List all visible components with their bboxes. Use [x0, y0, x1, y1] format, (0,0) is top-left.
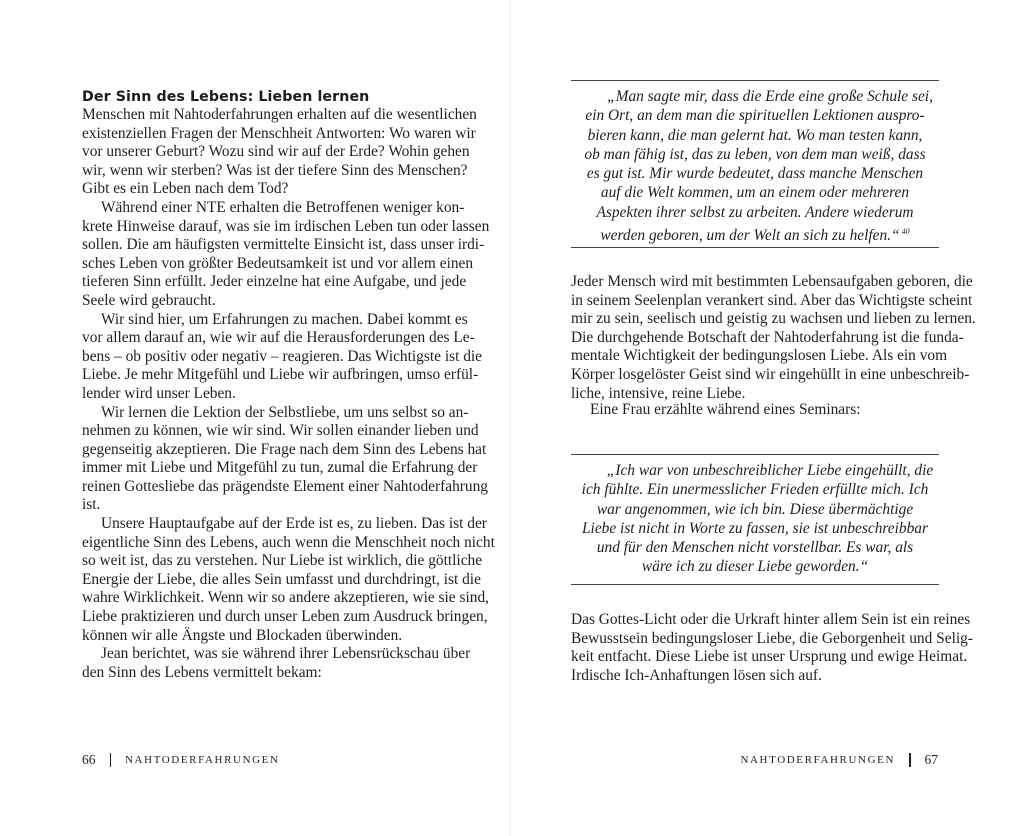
text-line: Eine Frau erzählte während eines Seminars:	[590, 401, 861, 418]
page-number: 67	[924, 752, 938, 767]
text-line: Seele wird gebraucht.	[82, 291, 216, 309]
text-line: können wir alle Ängste und Blockaden überwinden.	[82, 626, 403, 644]
text-line: Wir sind hier, um Erfahrungen zu machen. Dabei kommt es	[101, 310, 468, 328]
left-footer	[82, 752, 280, 768]
footer-separator	[110, 753, 112, 767]
right-paragraph-1	[571, 273, 976, 403]
text-line: ist.	[82, 496, 101, 514]
running-title: NAHTODERFAHRUNGEN	[125, 754, 280, 766]
text-line: Liebe. Je mehr Mitgefühl und Liebe wir aufbringen, umso erfül-	[82, 366, 479, 384]
text-line: Das Gottes-Licht oder die Urkraft hinter allem Sein ist ein reines	[571, 611, 971, 628]
text-line: krete Hinweise darauf, was sie im irdischen Leben tun oder lassen	[82, 217, 490, 235]
text-line: Jeder Mensch wird mit bestimmten Lebensaufgaben geboren, die	[571, 273, 973, 290]
text-line: nehmen zu können, wie wir sind. Wir sollen einander lieben und	[82, 422, 479, 440]
text-line: Irdische Ich-Anhaftungen lösen sich auf.	[571, 666, 822, 684]
right-footer	[740, 752, 938, 768]
right-paragraph-3	[571, 611, 973, 685]
footnote-reference[interactable]: 40	[901, 227, 910, 237]
text-line: Die durchgehende Botschaft der Nahtoderfahrung ist die funda-	[571, 328, 964, 346]
text-line: mentale Wichtigkeit der bedingungslosen Liebe. Als ein vom	[571, 347, 948, 365]
block-quote-1	[571, 80, 939, 248]
left-body-text	[82, 106, 495, 682]
quote-text: werden geboren, um der Welt an sich zu helfen.“	[600, 227, 900, 245]
quote-line: ich fühlte. Ein unermesslicher Frieden erfüllte mich. Ich	[581, 481, 929, 499]
block-quote-2	[571, 454, 939, 585]
text-line: gegenseitig akzeptieren. Die Frage nach dem Sinn des Lebens hat	[82, 440, 487, 458]
text-line: vor allem darauf an, wie wir auf die Herausforderungen des Le-	[82, 329, 475, 347]
text-line: reinen Gottesliebe das prägendste Element einer Nahtoderfahrung	[82, 477, 488, 495]
text-line: Energie der Liebe, die alles Sein umfasst und durchdringt, ist die	[82, 570, 481, 588]
text-line: immer mit Liebe und Mitgefühl zu tun, zumal die Erfahrung der	[82, 459, 478, 477]
text-line: sches Leben von größter Bedeutsamkeit ist und vor allem einen	[82, 254, 474, 272]
text-line: in seinem Seelenplan verankert sind. Aber das Wichtigste scheint	[571, 291, 973, 309]
text-line: Wir lernen die Lektion der Selbstliebe, um uns selbst so an-	[101, 403, 469, 421]
footer-separator	[909, 753, 911, 767]
text-line: Während einer NTE erhalten die Betroffenen weniger kon-	[101, 198, 465, 216]
text-line: Jean berichtet, was sie während ihrer Lebensrückschau über	[101, 645, 471, 663]
quote-line: es gut ist. Mir wurde bedeutet, dass manche Menschen	[586, 165, 924, 183]
quote-line: wäre ich zu dieser Liebe geworden.“	[641, 558, 869, 576]
text-line: existenziellen Fragen der Menschheit Antworten: Wo waren wir	[82, 124, 476, 142]
text-line: bens – ob positiv oder negativ – reagieren. Das Wichtigste ist die	[82, 347, 483, 365]
section-heading: Der Sinn des Lebens: Lieben lernen	[82, 89, 370, 105]
text-line: Bewusstsein bedingungsloser Liebe, die Geborgenheit und Selig-	[571, 629, 973, 647]
text-line: liche, intensive, reine Liebe.	[571, 384, 746, 402]
quote-line: bieren kann, die man gelernt hat. Wo man testen kann,	[587, 126, 923, 144]
quote-line: auf die Welt kommen, um an einem oder mehreren	[600, 184, 910, 202]
text-line: Liebe praktizieren und durch unser Leben zum Ausdruck bringen,	[82, 608, 488, 626]
text-line: eigentliche Sinn des Lebens, auch wenn die Menschheit noch nicht	[82, 533, 495, 551]
quote-line: Aspekten ihrer selbst zu arbeiten. Andere wiederum	[596, 203, 914, 221]
right-paragraph-2	[571, 401, 939, 420]
quote-line: und für den Menschen nicht vorstellbar. Es war, als	[596, 539, 914, 557]
running-title: NAHTODERFAHRUNGEN	[740, 754, 895, 766]
text-line: lender wird unser Leben.	[82, 384, 236, 402]
text-line: Menschen mit Nahtoderfahrungen erhalten auf die wesentlichen	[82, 106, 477, 123]
text-line: vor unserer Geburt? Wozu sind wir auf der Erde? Wohin gehen	[82, 143, 470, 161]
text-line: tieferen Sinn erfüllt. Jeder einzelne hat eine Aufgabe, und jede	[82, 273, 467, 291]
quote-line: war angenommen, wie ich bin. Diese übermächtige	[596, 500, 914, 518]
quote-line: ein Ort, an dem man die spirituellen Lektionen auspro-	[585, 107, 925, 125]
text-line: mir zu sein, seelisch und geistig zu wachsen und lieben zu lernen.	[571, 310, 976, 328]
text-line: Unsere Hauptaufgabe auf der Erde ist es, zu lieben. Das ist der	[101, 515, 487, 533]
quote-line: „Ich war von unbeschreiblicher Liebe eingehüllt, die	[606, 462, 934, 479]
text-line: wahre Wirklichkeit. Wenn wir so andere akzeptieren, wie sie sind,	[82, 589, 489, 607]
text-line: sollen. Die am häufigsten vermittelte Einsicht ist, dass unser irdi-	[82, 236, 485, 254]
text-line: Körper losgelöster Geist sind wir eingehüllt in eine unbeschreib-	[571, 365, 970, 383]
quote-line: Liebe ist nicht in Worte zu fassen, sie ist unbeschreibbar	[582, 519, 928, 537]
quote-line: „Man sagte mir, dass die Erde eine große Schule sei,	[607, 88, 933, 105]
quote-line: ob man fähig ist, das zu leben, von dem man weiß, dass	[584, 145, 926, 163]
text-line: Gibt es ein Leben nach dem Tod?	[82, 180, 289, 198]
page-number: 66	[82, 752, 96, 767]
text-line: so weit ist, das zu verstehen. Nur Liebe ist wirklich, die göttliche	[82, 552, 483, 570]
text-line: keit entfacht. Diese Liebe ist unser Ursprung und ewige Heimat.	[571, 648, 968, 666]
quote-line	[571, 222, 939, 245]
text-line: wir, wenn wir sterben? Was ist der tiefere Sinn des Menschen?	[82, 161, 468, 179]
text-line: den Sinn des Lebens vermittelt bekam:	[82, 663, 322, 681]
